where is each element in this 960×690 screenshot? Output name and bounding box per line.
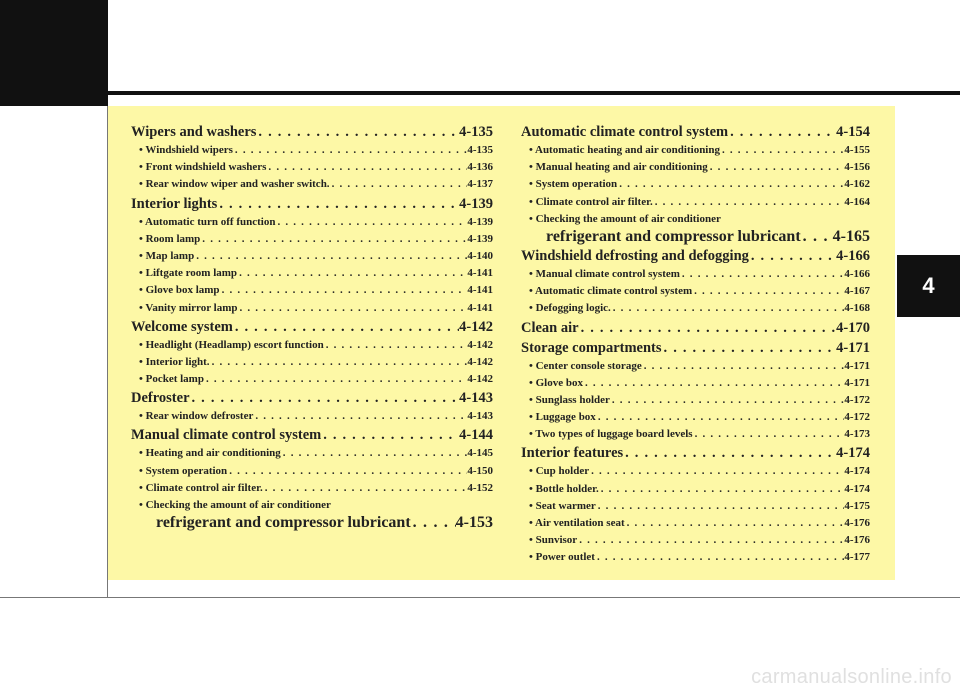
dot-leader: [596, 409, 845, 426]
page-number: 4-143: [467, 410, 493, 423]
corner-block: [0, 0, 108, 106]
entry-label: • Seat warmer: [529, 499, 596, 512]
entry-label: • System operation: [139, 464, 228, 477]
dot-leader: [583, 375, 844, 392]
page-number: 4-142: [459, 318, 493, 335]
dot-leader: [708, 159, 845, 176]
page-number: 4-156: [844, 161, 870, 174]
toc-subentry[interactable]: [131, 159, 493, 176]
toc-subentry[interactable]: [131, 480, 493, 497]
toc-subentry[interactable]: [131, 282, 493, 299]
dot-leader: [662, 339, 837, 358]
toc-subentry[interactable]: [521, 463, 870, 480]
entry-label: • Automatic climate control system: [529, 285, 693, 298]
dot-leader: [220, 282, 468, 299]
page-number: 4-140: [467, 249, 493, 262]
toc-subentry[interactable]: [131, 248, 493, 265]
page-number: 4-174: [836, 445, 870, 462]
toc-subentry[interactable]: [521, 159, 870, 176]
dot-leader: [577, 532, 844, 549]
entry-label: • Rear window wiper and washer switch.: [139, 178, 330, 191]
entry-label: Welcome system: [131, 318, 233, 335]
toc-column-left: [131, 122, 493, 532]
page-number: 4-171: [836, 339, 870, 356]
toc-subentry[interactable]: [521, 392, 870, 409]
entry-label: • Glove box: [529, 376, 583, 389]
entry-label: • Bottle holder.: [529, 482, 599, 495]
page-number: 4-174: [844, 482, 870, 495]
dot-leader: [611, 300, 845, 317]
toc-section-entry[interactable]: [131, 123, 493, 142]
entry-label: • Air ventilation seat: [529, 517, 625, 529]
toc-subentry[interactable]: [521, 283, 870, 300]
entry-label: • Map lamp: [139, 249, 195, 262]
entry-label: refrigerant and compressor lubricant: [156, 514, 411, 532]
entry-label: • Vanity mirror lamp: [139, 301, 238, 314]
toc-subentry[interactable]: [131, 300, 493, 317]
toc-subentry[interactable]: [521, 375, 870, 392]
dot-leader: [680, 266, 844, 283]
toc-subentry[interactable]: [521, 194, 870, 211]
toc-subentry[interactable]: [521, 358, 870, 375]
dot-leader: [617, 176, 844, 193]
toc-section-entry[interactable]: [131, 318, 493, 337]
entry-label: refrigerant and compressor lubricant: [546, 227, 801, 245]
page-number: 4-150: [467, 464, 493, 477]
dot-leader: [692, 283, 844, 300]
toc-subentry[interactable]: [521, 549, 870, 566]
toc-subentry[interactable]: [131, 265, 493, 282]
page-number: 4-162: [844, 178, 870, 191]
page-number: 4-171: [844, 376, 870, 389]
entry-label: • Heating and air conditioning: [139, 447, 281, 460]
toc-subentry[interactable]: [521, 228, 870, 246]
dot-leader: [217, 195, 459, 214]
entry-label: • Room lamp: [139, 232, 201, 245]
toc-section-entry[interactable]: [521, 339, 870, 358]
dot-leader: [210, 354, 468, 371]
entry-label: • Climate control air filter.: [139, 481, 263, 494]
entry-label: • Sunglass holder: [529, 393, 610, 406]
toc-subentry[interactable]: [521, 426, 870, 443]
dot-leader: [233, 318, 459, 337]
entry-label: • Climate control air filter.: [529, 195, 653, 208]
page-number: 4-154: [836, 124, 870, 140]
toc-subentry[interactable]: [131, 214, 493, 231]
page-number: 4-139: [467, 232, 493, 245]
entry-label: • Rear window defroster: [139, 410, 254, 423]
entry-label: Interior lights: [131, 195, 218, 212]
entry-label: • Pocket lamp: [139, 373, 204, 386]
page-number: 4-141: [467, 267, 493, 280]
page-number: 4-166: [844, 267, 870, 280]
page-number: 4-141: [467, 284, 493, 297]
page-number: 4-153: [455, 514, 493, 532]
entry-label: • Cup holder: [529, 465, 590, 478]
dot-leader: [266, 159, 467, 176]
dot-leader: [589, 463, 844, 480]
entry-label: Storage compartments: [521, 339, 662, 356]
dot-leader: [200, 231, 467, 248]
toc-subentry[interactable]: [131, 445, 493, 462]
toc-subentry[interactable]: [521, 266, 870, 283]
page-number: 4-144: [459, 427, 493, 444]
entry-label: Manual climate control system: [131, 427, 322, 444]
page-number: 4-167: [844, 285, 870, 298]
dot-leader: [720, 142, 844, 159]
dot-leader: [623, 444, 836, 463]
dot-leader: [263, 480, 468, 497]
dot-leader: [204, 371, 467, 388]
dot-leader: [324, 337, 468, 354]
entry-label: • Manual climate control system: [529, 267, 680, 280]
dot-leader: [190, 389, 460, 408]
entry-label: Wipers and washers: [131, 124, 257, 140]
dot-leader: [610, 392, 844, 409]
page-number: 4-175: [844, 499, 870, 512]
dot-leader: [237, 265, 467, 282]
page-number: 4-176: [844, 517, 870, 529]
entry-label: • Manual heating and air conditioning: [529, 161, 708, 174]
toc-subentry[interactable]: [521, 142, 870, 159]
entry-label: • Sunvisor: [529, 534, 578, 547]
dot-leader: [233, 142, 467, 159]
toc-section-entry[interactable]: [131, 195, 493, 214]
entry-label: Windshield defrosting and defogging: [521, 247, 749, 264]
page-number: 4-142: [467, 373, 493, 386]
dot-leader: [642, 358, 845, 375]
top-rule: [108, 91, 960, 95]
dot-leader: [227, 463, 467, 480]
toc-section-entry[interactable]: [131, 426, 493, 445]
dot-leader: [599, 481, 845, 498]
entry-label: • Windshield wipers: [139, 144, 233, 156]
dot-leader: [801, 228, 833, 246]
toc-subentry[interactable]: [131, 354, 493, 371]
dot-leader: [256, 123, 459, 142]
dot-leader: [411, 514, 456, 532]
toc-subentry-continued[interactable]: • Checking the amount of air conditioner: [139, 499, 331, 511]
dot-leader: [321, 426, 459, 445]
chapter-tab[interactable]: 4: [897, 255, 960, 317]
toc-subentry[interactable]: [521, 300, 870, 317]
dot-leader: [749, 247, 836, 266]
page-number: 4-135: [467, 144, 493, 156]
page-number: 4-155: [844, 144, 870, 156]
entry-label: Interior features: [521, 445, 624, 462]
dot-leader: [625, 515, 845, 532]
toc-subentry-continued[interactable]: • Checking the amount of air conditioner: [529, 212, 721, 225]
toc-subentry[interactable]: [131, 176, 493, 193]
entry-label: • Automatic turn off function: [139, 215, 276, 228]
page-number: 4-139: [459, 195, 493, 212]
toc-section-entry[interactable]: [521, 444, 870, 463]
toc-section-entry[interactable]: [521, 123, 870, 142]
page-number: 4-164: [844, 195, 870, 208]
toc-subentry[interactable]: [521, 532, 870, 549]
entry-label: Clean air: [521, 319, 579, 336]
page-number: 4-165: [832, 227, 870, 245]
toc-section-entry[interactable]: [521, 247, 870, 266]
dot-leader: [653, 194, 845, 211]
entry-label: • Luggage box: [529, 411, 596, 424]
page-number: 4-139: [467, 215, 493, 228]
watermark: carmanualsonline.info: [751, 666, 952, 688]
toc-column-right: [521, 122, 870, 567]
page-number: 4-143: [459, 390, 493, 407]
page-number: 4-174: [844, 465, 870, 478]
dot-leader: [728, 123, 836, 142]
page-number: 4-137: [467, 178, 493, 191]
entry-label: • Front windshield washers: [139, 161, 267, 174]
entry-label: • Liftgate room lamp: [139, 267, 238, 280]
page-number: 4-172: [844, 393, 870, 406]
entry-label: • Interior light.: [139, 355, 210, 368]
page-number: 4-168: [844, 302, 870, 315]
entry-label: • Defogging logic.: [529, 302, 611, 315]
page-number: 4-170: [836, 319, 870, 336]
entry-label: • System operation: [529, 178, 618, 191]
page-number: 4-166: [836, 247, 870, 264]
toc-subentry[interactable]: [131, 337, 493, 354]
page-number: 4-171: [844, 359, 870, 372]
toc-subentry[interactable]: [521, 481, 870, 498]
toc-subentry[interactable]: [131, 231, 493, 248]
page-number: 4-152: [467, 481, 493, 494]
toc-subentry[interactable]: [521, 515, 870, 532]
entry-label: Defroster: [131, 390, 190, 407]
dot-leader: [281, 445, 468, 462]
page-number: 4-142: [467, 355, 493, 368]
page-number: 4-177: [844, 551, 870, 564]
toc-subentry[interactable]: [521, 409, 870, 426]
page-number: 4-172: [844, 411, 870, 424]
entry-label: • Two types of luggage board levels: [529, 428, 693, 441]
toc-subentry[interactable]: [131, 463, 493, 480]
toc-subentry[interactable]: [521, 498, 870, 515]
toc-subentry[interactable]: [131, 142, 493, 159]
dot-leader: [275, 214, 467, 231]
toc-subentry[interactable]: [131, 514, 493, 532]
toc-subentry[interactable]: [131, 371, 493, 388]
entry-label: • Center console storage: [529, 359, 642, 372]
dot-leader: [579, 319, 837, 338]
dot-leader: [194, 248, 467, 265]
page-number: 4-135: [459, 124, 493, 140]
page-number: 4-145: [467, 447, 493, 460]
entry-label: • Headlight (Headlamp) escort function: [139, 338, 324, 351]
page-number: 4-176: [844, 534, 870, 547]
dot-leader: [693, 426, 845, 443]
toc-section-entry[interactable]: [521, 319, 870, 338]
entry-label: • Automatic heating and air conditioning: [529, 144, 720, 156]
page-number: 4-141: [467, 301, 493, 314]
toc-section-entry[interactable]: [131, 389, 493, 408]
page-number: 4-136: [467, 161, 493, 174]
dot-leader: [595, 549, 844, 566]
dot-leader: [237, 300, 467, 317]
dot-leader: [330, 176, 468, 193]
dot-leader: [596, 498, 845, 515]
entry-label: Automatic climate control system: [521, 124, 729, 140]
bottom-margin-line: [0, 597, 960, 598]
toc-subentry[interactable]: [521, 176, 870, 193]
entry-label: • Power outlet: [529, 551, 595, 564]
page-number: 4-142: [467, 338, 493, 351]
page-number: 4-173: [844, 428, 870, 441]
entry-label: • Glove box lamp: [139, 284, 220, 297]
toc-subentry[interactable]: [131, 408, 493, 425]
dot-leader: [253, 408, 467, 425]
